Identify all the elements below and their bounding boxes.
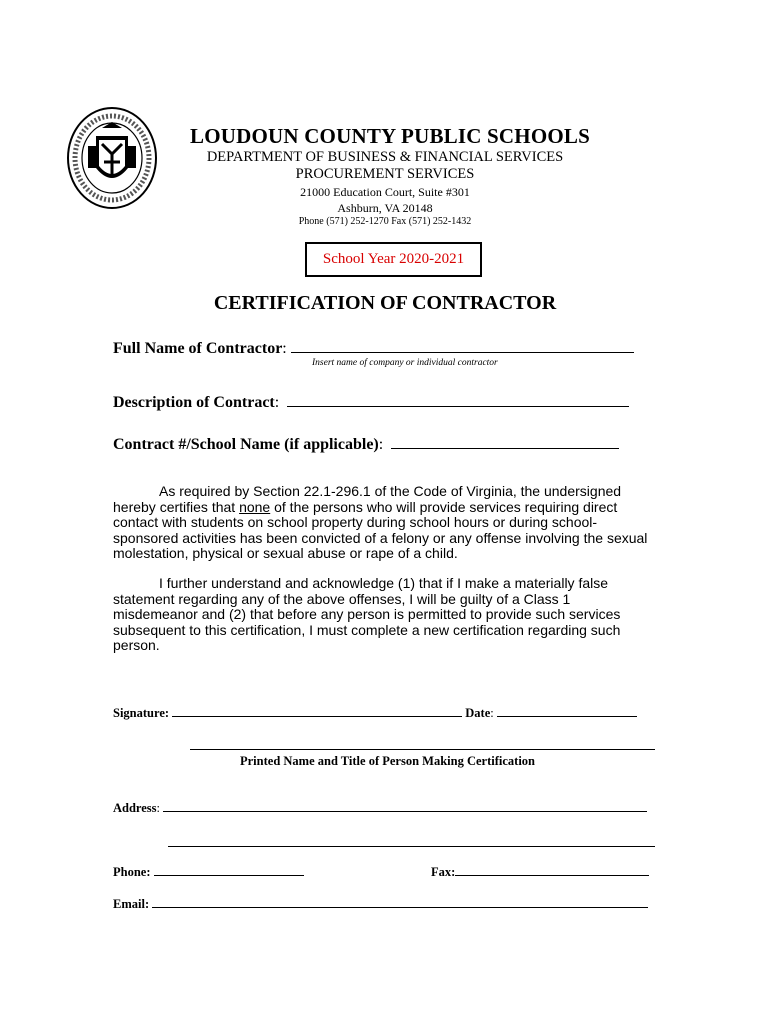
- phone-blank[interactable]: [154, 864, 304, 876]
- signature-row: Signature: Date:: [113, 705, 637, 721]
- phone-fax-line: Phone (571) 252-1270 Fax (571) 252-1432: [298, 216, 472, 227]
- email-row: [113, 896, 648, 912]
- printed-name-label: Printed Name and Title of Person Making Certification: [240, 754, 535, 768]
- address-line-1: 21000 Education Court, Suite #301: [300, 185, 470, 199]
- printed-name-blank[interactable]: [190, 737, 655, 750]
- signature-blank[interactable]: [172, 705, 462, 717]
- fax-label: Fax:: [431, 865, 456, 879]
- full-name-field[interactable]: Full Name of Contractor:: [113, 338, 634, 358]
- phone-label: Phone:: [113, 865, 151, 879]
- school-year-box: [305, 242, 482, 277]
- date-label: Date: [465, 706, 491, 720]
- address-label: Address: [113, 801, 157, 815]
- county-seal: [66, 106, 158, 210]
- description-label: Description of Contract: [113, 394, 275, 411]
- division-name: PROCUREMENT SERVICES: [295, 166, 475, 182]
- description-field[interactable]: Description of Contract:: [113, 392, 629, 412]
- para1-text-a: As required by Section 22.1-296.1 of the Code of Virginia, the undersigned hereby certifies that: [113, 483, 622, 515]
- contract-field[interactable]: Contract #/School Name (if applicable):: [113, 434, 619, 454]
- full-name-hint: Insert name of company or individual contractor: [312, 358, 498, 368]
- certification-paragraph: [113, 484, 658, 562]
- fax-blank[interactable]: [455, 864, 649, 876]
- signature-label: Signature:: [113, 706, 170, 720]
- address-blank-2[interactable]: [168, 834, 655, 847]
- contract-label: Contract #/School Name (if applicable): [113, 436, 379, 453]
- phone-row: [113, 864, 304, 880]
- department-name: DEPARTMENT OF BUSINESS & FINANCIAL SERVICES: [206, 149, 564, 165]
- address-blank-1[interactable]: [163, 800, 647, 812]
- organization-name: LOUDOUN COUNTY PUBLIC SCHOOLS: [190, 124, 590, 148]
- email-label: Email:: [113, 897, 150, 911]
- description-blank[interactable]: [287, 392, 629, 407]
- para1-emphasis: none: [239, 498, 271, 515]
- email-blank[interactable]: [152, 896, 648, 908]
- fax-row: [431, 864, 649, 880]
- date-blank[interactable]: [497, 705, 637, 717]
- address-row: Address:: [113, 800, 647, 816]
- school-year-text: School Year 2020-2021: [322, 251, 465, 267]
- document-title: CERTIFICATION OF CONTRACTOR: [213, 292, 557, 314]
- contract-blank[interactable]: [391, 434, 619, 449]
- acknowledgement-paragraph: [113, 576, 658, 654]
- address-line-2: Ashburn, VA 20148: [337, 201, 433, 215]
- para2-text: I further understand and acknowledge (1) that if I make a materially false statement regarding any of the above offenses, I will be guilty of a Class 1 misdemeanor and (2) that before any person is permitted to provide such services subsequent to this certification, I must complete a new certification regarding such person.: [113, 575, 621, 654]
- full-name-blank[interactable]: [291, 338, 634, 353]
- para1-text-b: of the persons who will provide services requiring direct contact with students on school property during school hours or during school-sponsored activities has been convicted of a felony or any offense involving the sexual molestation, physical or sexual abuse or rape of a child.: [113, 498, 648, 562]
- full-name-label: Full Name of Contractor: [113, 340, 283, 357]
